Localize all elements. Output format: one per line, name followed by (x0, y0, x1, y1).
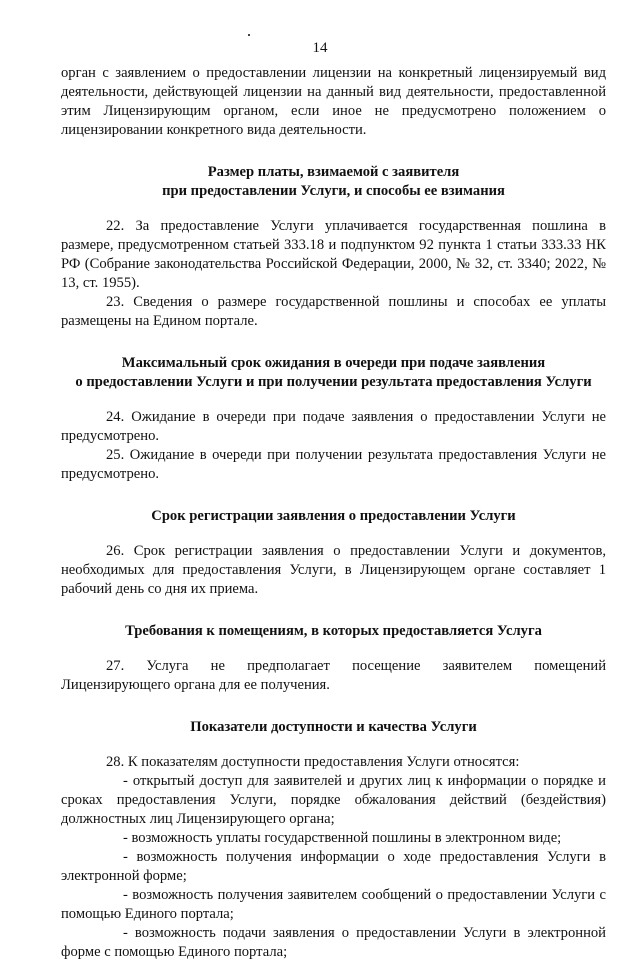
section-registration (61, 507, 606, 599)
scan-speck (248, 34, 250, 36)
list-item: - возможность подачи заявления о предоставлении Услуги в электронной форме с помощью Единого портала; (61, 925, 606, 960)
page-content (61, 64, 606, 962)
section-heading: Срок регистрации заявления о предоставлении Услуги (151, 508, 516, 524)
section-heading: Максимальный срок ожидания в очереди при подаче заявления о предоставлении Услуги и при получении результата предоставления Услуги (75, 355, 592, 390)
paragraph-23: 23. Сведения о размере государственной пошлины и способах ее уплаты размещены на Едином портале. (61, 294, 606, 329)
page-number: 14 (312, 40, 328, 56)
section-quality (61, 718, 606, 962)
list-item: - возможность получения информации о ходе предоставления Услуги в электронной форме; (61, 849, 606, 884)
section-heading: Требования к помещениям, в которых предоставляется Услуга (125, 623, 542, 639)
paragraph-27: 27. Услуга не предполагает посещение заявителем помещений Лицензирующего органа для ее получения. (61, 658, 606, 693)
paragraph-24: 24. Ожидание в очереди при подаче заявления о предоставлении Услуги не предусмотрено. (61, 409, 606, 444)
paragraph-25: 25. Ожидание в очереди при получении результата предоставления Услуги не предусмотрено. (61, 447, 606, 482)
section-premises (61, 622, 606, 695)
section-queue (61, 354, 606, 484)
section-heading: Размер платы, взимаемой с заявителя при предоставлении Услуги, и способы ее взимания (162, 164, 505, 199)
paragraph-28: 28. К показателям доступности предоставления Услуги относятся: (106, 754, 520, 770)
list-item: - открытый доступ для заявителей и других лиц к информации о порядке и сроках предоставления Услуги, порядке обжалования действий (бездействия) должностных лиц Лицензирующего органа; (61, 773, 606, 827)
intro-paragraph: орган с заявлением о предоставлении лицензии на конкретный лицензируемый вид деятельности, действующей лицензии на данный вид деятельности, предоставленной этим Лицензирующим органом, если иное не предусмотрено положением о лицензировании конкретного вида деятельности. (61, 65, 606, 138)
list-item: - возможность получения заявителем сообщений о предоставлении Услуги с помощью Единого портала; (61, 887, 606, 922)
section-fee (61, 163, 606, 331)
paragraph-22: 22. За предоставление Услуги уплачивается государственная пошлина в размере, предусмотренном статьей 333.18 и подпунктом 92 пункта 1 статьи 333.33 НК РФ (Собрание законодательства Российской Федерации, 2000, № 32, ст. 3340; 2022, № 13, ст. 1955). (61, 218, 606, 291)
list-item: - возможность уплаты государственной пошлины в электронном виде; (123, 830, 562, 846)
paragraph-26: 26. Срок регистрации заявления о предоставлении Услуги и документов, необходимых для предоставления Услуги, в Лицензирующем органе составляет 1 рабочий день со дня их приема. (61, 543, 606, 597)
section-heading: Показатели доступности и качества Услуги (190, 719, 477, 735)
